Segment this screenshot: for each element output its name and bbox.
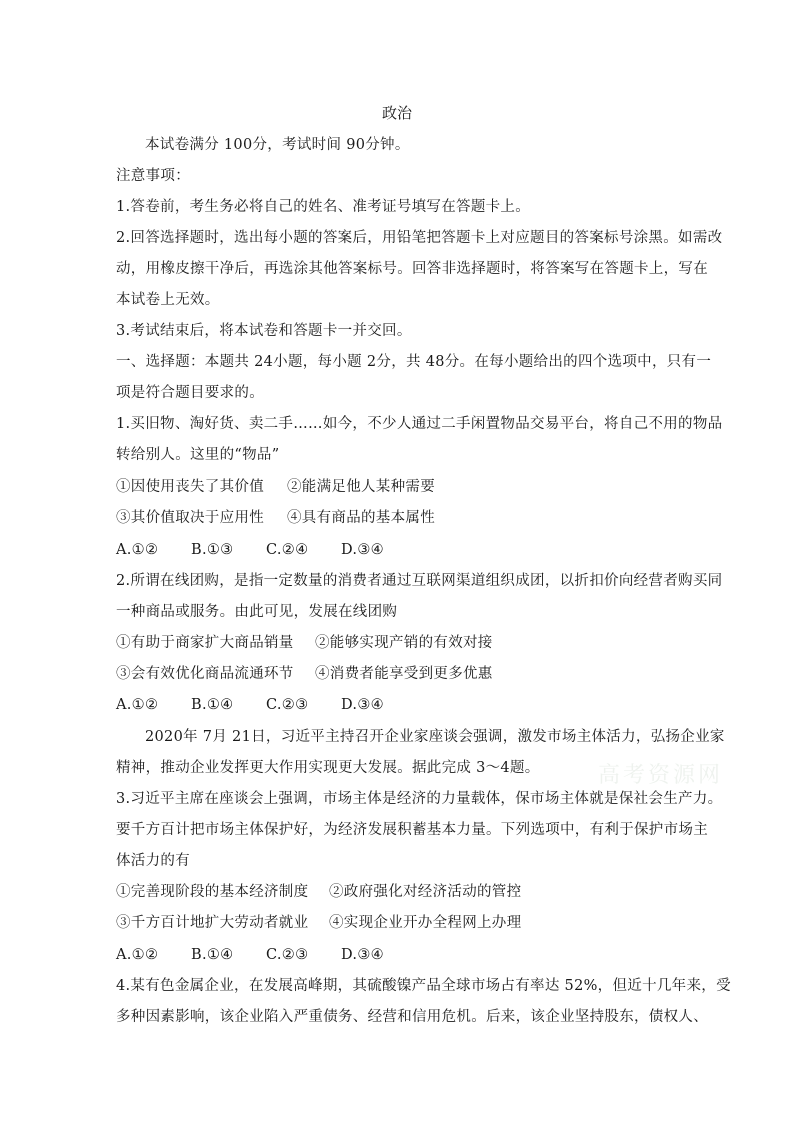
statement-item: ③千方百计地扩大劳动者就业 <box>116 915 309 931</box>
question-1-stem: 转给别人。这里的“物品” <box>116 447 280 463</box>
note-2-line: 2.回答选择题时，选出每小题的答案后，用铅笔把答题卡上对应题目的答案标号涂黑。如需改 <box>116 230 723 246</box>
statement-item: ②能满足他人某种需要 <box>287 479 435 495</box>
page-title: 政治 <box>381 104 412 122</box>
statement-item: ①有助于商家扩大商品销量 <box>116 635 294 651</box>
answer-choice: B.①④ <box>191 947 234 963</box>
answer-choice: D.③④ <box>341 542 384 558</box>
answer-choice: B.①④ <box>191 697 234 713</box>
answer-choice: B.①③ <box>191 542 234 558</box>
answer-choice: C.②④ <box>266 542 309 558</box>
statement-item: ③会有效优化商品流通环节 <box>116 666 294 682</box>
question-2-items <box>116 633 493 653</box>
note-1: 1.答卷前，考生务必将自己的姓名、准考证号填写在答题卡上。 <box>116 199 531 215</box>
note-2-line: 动，用橡皮擦干净后，再选涂其他答案标号。回答非选择题时，将答案写在答题卡上，写在 <box>116 261 708 277</box>
answer-choice: C.②③ <box>266 697 309 713</box>
question-1-stem: 1.买旧物、淘好货、卖二手……如今，不少人通过二手闲置物品交易平台，将自己不用的物品 <box>116 416 723 432</box>
section-heading: 项是符合题目要求的。 <box>116 385 264 401</box>
material-text: 精神，推动企业发挥更大作用实现更大发展。据此完成 3～4题。 <box>116 760 540 776</box>
question-3-items <box>116 882 521 902</box>
question-2-stem: 2.所谓在线团购，是指一定数量的消费者通过互联网渠道组织成团，以折扣价向经营者购买同 <box>116 573 723 589</box>
question-1-choices <box>116 540 384 560</box>
question-3-stem: 要千方百计把市场主体保护好，为经济发展积蓄基本力量。下列选项中，有利于保护市场主 <box>116 822 708 838</box>
answer-choice: D.③④ <box>341 697 384 713</box>
note-3: 3.考试结束后，将本试卷和答题卡一并交回。 <box>116 323 412 339</box>
material-text: 2020年 7月 21日，习近平主持召开企业家座谈会强调，激发市场主体活力，弘扬企业家 <box>145 729 725 745</box>
note-2-line: 本试卷上无效。 <box>116 292 220 308</box>
question-3-items <box>116 913 521 933</box>
answer-choice: C.②③ <box>266 947 309 963</box>
answer-choice: A.①② <box>116 542 159 558</box>
question-2-stem: 一种商品或服务。由此可见，发展在线团购 <box>116 604 398 620</box>
question-2-items <box>116 664 493 684</box>
question-1-items <box>116 477 435 497</box>
intro-text: 本试卷满分 100分，考试时间 90分钟。 <box>145 137 410 153</box>
answer-choice: D.③④ <box>341 947 384 963</box>
statement-item: ①因使用丧失了其价值 <box>116 479 264 495</box>
question-3-stem: 3.习近平主席在座谈会上强调，市场主体是经济的力量载体，保市场主体就是保社会生产力。 <box>116 791 723 807</box>
statement-item: ④消费者能享受到更多优惠 <box>315 666 493 682</box>
answer-choice: A.①② <box>116 697 159 713</box>
statement-item: ③其价值取决于应用性 <box>116 510 264 526</box>
question-2-choices <box>116 695 384 715</box>
statement-item: ④具有商品的基本属性 <box>287 510 435 526</box>
question-1-items <box>116 508 435 528</box>
statement-item: ②政府强化对经济活动的管控 <box>329 884 522 900</box>
question-3-stem: 体活力的有 <box>116 853 190 869</box>
statement-item: ④实现企业开办全程网上办理 <box>329 915 522 931</box>
question-3-choices <box>116 945 384 965</box>
question-4-stem: 多种因素影响，该企业陷入严重债务、经营和信用危机。后来，该企业坚持股东，债权人、 <box>116 1009 708 1025</box>
notes-heading: 注意事项： <box>116 168 190 184</box>
question-4-stem: 4.某有色金属企业，在发展高峰期，其硫酸镍产品全球市场占有率达 52%，但近十几年来，受 <box>116 978 731 994</box>
watermark: 高考资源网 <box>598 763 724 788</box>
statement-item: ①完善现阶段的基本经济制度 <box>116 884 309 900</box>
answer-choice: A.①② <box>116 947 159 963</box>
statement-item: ②能够实现产销的有效对接 <box>315 635 493 651</box>
section-heading: 一、选择题：本题共 24小题，每小题 2分，共 48分。在每小题给出的四个选项中，只有一 <box>116 354 712 370</box>
